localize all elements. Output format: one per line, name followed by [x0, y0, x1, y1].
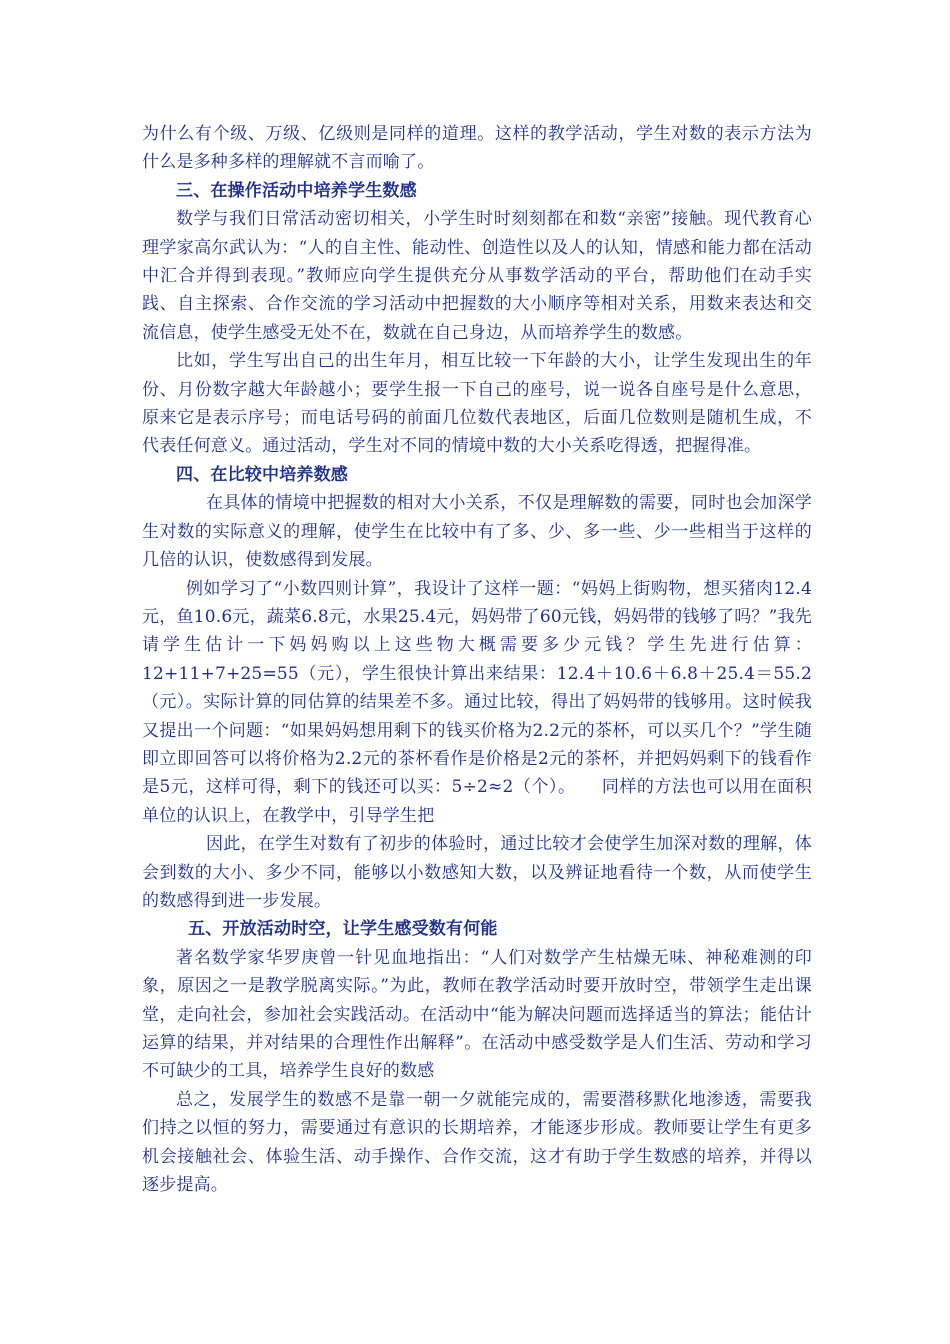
paragraph-conclusion: 总之，发展学生的数感不是靠一朝一夕就能完成的，需要潜移默化地渗透，需要我们持之以恒的努力，需要通过有意识的长期培养，才能逐步形成。教师要让学生有更多机会接触社会、体验生活、动手操作、合作交流，这才有助于学生数感的培养，并得以逐步提高。: [142, 1089, 812, 1196]
shopping-example-text: 例如学习了“小数四则计算”，我设计了这样一题：“妈妈上街购物，想买猪肉12.4元，鱼10.6元，蔬菜6.8元，水果25.4元，妈妈带了60元钱，妈妈带的钱够了吗？”我先请学生估计一下妈妈购以上这些物大概需要多少元钱？学生先进行估算：12+11+7+25=55（元），学生很快计算出来结果：12.4＋10.6＋6.8＋25.4＝55.2（元）。实际计算的同估算的结果差不多。通过比较，得出了妈妈带的钱够用。这时候我又提出一个问题：“如果妈妈想用剩下的钱买价格为2.2元的茶杯，可以买几个？”学生随即立即回答可以将价格为2.2元的茶杯看作是价格是2元的茶杯，并把妈妈剩下的钱看作是5元，这样可得，剩下的钱还可以买：5÷2≈2（个）。: [142, 578, 812, 798]
section-heading-4: 四、在比较中培养数感: [176, 464, 348, 485]
paragraph-shopping-example: [142, 575, 812, 831]
paragraph-therefore: 因此，在学生对数有了初步的体验时，通过比较才会使学生加深对数的理解，体会到数的大小、多少不同，能够以小数感知大数，以及辨证地看待一个数，从而使学生的数感得到进一步发展。: [142, 834, 812, 911]
shopping-example-tail: 同样的方法也可以用在面积单位的认识上，在教学中，引导学生把: [142, 777, 812, 826]
paragraph-intro: 为什么有个级、万级、亿级则是同样的道理。这样的教学活动，学生对数的表示方法为什么是多种多样的理解就不言而喻了。: [142, 124, 812, 173]
paragraph-activity: 数学与我们日常活动密切相关，小学生时时刻刻都在和数“亲密”接触。现代教育心理学家高尔武认为：“人的自主性、能动性、创造性以及人的认知，情感和能力都在活动中汇合并得到表现。”教师应向学生提供充分从事数学活动的平台，帮助他们在动手实践、自主探索、合作交流的学习活动中把握数的大小顺序等相对关系，用数来表达和交流信息，使学生感受无处不在，数就在自己身边，从而培养学生的数感。: [142, 209, 812, 343]
article-body: [142, 120, 812, 1199]
paragraph-comparison: 在具体的情境中把握数的相对大小关系，不仅是理解数的需要，同时也会加深学生对数的实际意义的理解，使学生在比较中有了多、少、多一些、少一些相当于这样的几倍的认识，使数感得到发展。: [142, 493, 812, 571]
section-heading-5: 五、开放活动时空，让学生感受数有何能: [188, 919, 498, 940]
paragraph-hua-luogeng: 著名数学家华罗庚曾一针见血地指出：“人们对数学产生枯燥无味、神秘难测的印象，原因之一是教学脱离实际。”为此，教师在教学活动时要开放时空，带领学生走出课堂，走向社会，参加社会实践活动。在活动中“能为解决问题而选择适当的算法；能估计运算的结果，并对结果的合理性作出解释”。在活动中感受数学是人们生活、劳动和学习不可缺少的工具，培养学生良好的数感: [142, 947, 812, 1082]
section-heading-3: 三、在操作活动中培养学生数感: [176, 180, 417, 201]
paragraph-example-birthdate: 比如，学生写出自己的出生年月，相互比较一下年龄的大小，让学生发现出生的年份、月份数字越大年龄越小；要学生报一下自己的座号，说一说各自座号是什么意思，原来它是表示序号；而电话号码的前面几位数代表地区，后面几位数则是随机生成，不代表任何意义。通过活动，学生对不同的情境中数的大小关系吃得透，把握得准。: [142, 351, 812, 457]
